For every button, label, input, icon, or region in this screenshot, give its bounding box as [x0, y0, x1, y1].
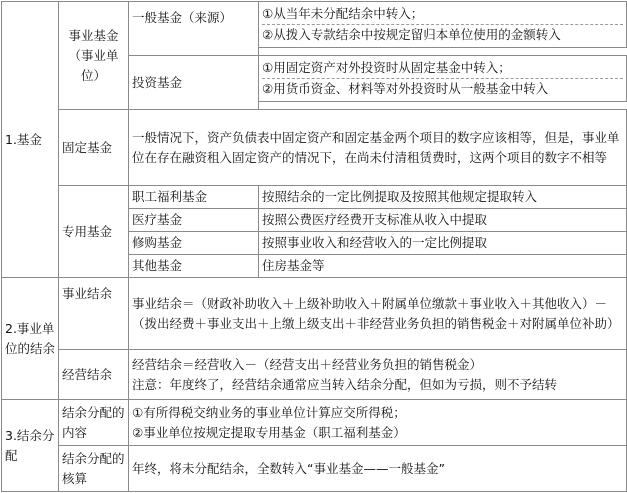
fund-label: 1.基金 [2, 2, 59, 278]
general-fund-item-1: ①从当年未分配结余中转入； [262, 6, 424, 21]
fixed-fund-label: 固定基金 [59, 110, 129, 186]
investment-fund-item-2: ②用货币资金、材料等对外投资时从一般基金中转入 [262, 78, 623, 99]
special-fund-label: 专用基金 [59, 186, 129, 278]
general-fund-items [259, 2, 627, 48]
general-fund-label: 一般基金（来源） [129, 2, 259, 56]
special-fund-desc: 按照公费医疗经费开支标准从收入中提取 [259, 209, 627, 232]
operating-surplus-cell [129, 350, 627, 400]
special-fund-name: 职工福利基金 [129, 186, 259, 209]
distribution-accounting-label: 结余分配的核算 [59, 446, 129, 492]
general-fund-item-2: ②从拨入专款结余中按规定留归本单位使用的金额转入 [262, 24, 623, 45]
special-fund-desc: 按照结余的一定比例提取及按照其他规定提取转入 [259, 186, 627, 209]
special-fund-name: 其他基金 [129, 255, 259, 278]
special-fund-name: 修购基金 [129, 232, 259, 255]
operating-surplus-note: 注意：年度终了，经营结余通常应当转入结余分配，但如为亏损，则不予结转 [132, 376, 558, 392]
distribution-content-cell [129, 400, 627, 446]
surplus-label: 2.事业单位的结余 [2, 278, 59, 400]
business-surplus-label: 事业结余 [59, 278, 129, 350]
fund-summary-table [1, 1, 627, 492]
special-fund-name: 医疗基金 [129, 209, 259, 232]
operating-surplus-formula: 经营结余＝经营收入－（经营支出＋经营业务负担的销售税金） [132, 356, 483, 372]
distribution-content-item-2: ②事业单位按规定提取专用基金（职工福利基金） [132, 424, 406, 440]
special-fund-desc: 住房基金等 [259, 255, 627, 278]
distribution-content-label: 结余分配的内容 [59, 400, 129, 446]
business-surplus-text: 事业结余＝（财政补助收入＋上级补助收入＋附属单位缴款＋事业收入＋其他收入）－（拨出经费＋事业支出＋上缴上级支出＋非经营业务负担的销售税金＋对附属单位补助） [129, 278, 627, 350]
fixed-fund-text: 一般情况下，资产负债表中固定资产和固定基金两个项目的数字应该相等，但是，事业单位在存在融资租入固定资产的情况下，在尚未付清租赁费时，这两个项目的数字不相等 [129, 110, 627, 186]
investment-fund-label: 投资基金 [129, 56, 259, 110]
investment-fund-items [259, 56, 627, 102]
special-fund-desc: 按照事业收入和经营收入的一定比例提取 [259, 232, 627, 255]
distribution-accounting-text: 年终，将未分配结余，全数转入“事业基金——一般基金” [129, 446, 627, 492]
investment-fund-item-1: ①用固定资产对外投资时从固定基金中转入； [262, 60, 511, 75]
distribution-label: 3.结余分配 [2, 400, 59, 492]
operating-surplus-label: 经营结余 [59, 350, 129, 400]
enterprise-fund-label: 事业基金（事业单位） [59, 2, 129, 110]
distribution-content-item-1: ①有所得税交纳业务的事业单位计算应交所得税； [132, 404, 406, 420]
